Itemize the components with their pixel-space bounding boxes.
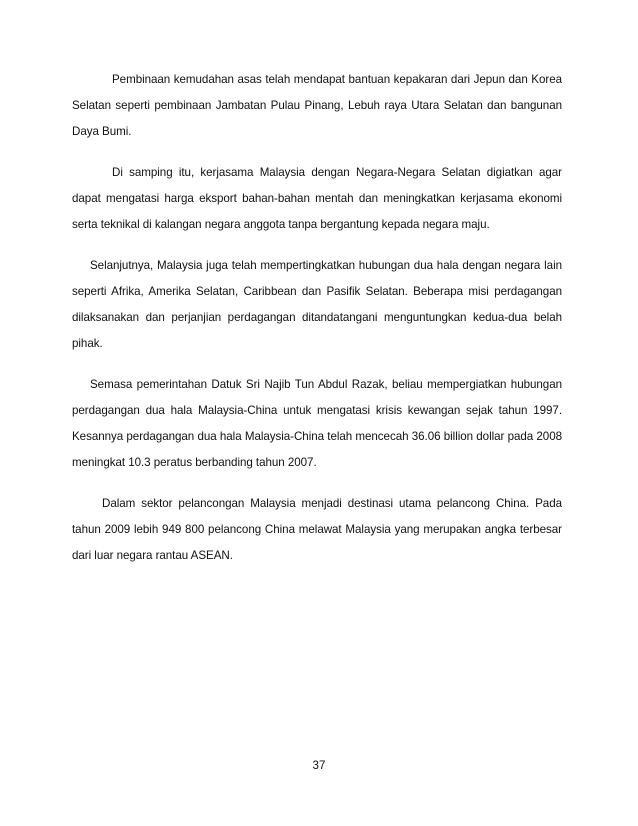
paragraph-tourism: Dalam sektor pelancongan Malaysia menjadi destinasi utama pelancong China. Pada tahun 2009 lebih 949 800 pelancong China melawat Malaysia yang merupakan angka terbesar dari luar negara rantau ASEAN.	[72, 497, 562, 562]
paragraph-infrastructure: Pembinaan kemudahan asas telah mendapat bantuan kepakaran dari Jepun dan Korea Selatan seperti pembinaan Jambatan Pulau Pinang, Lebuh raya Utara Selatan dan bangunan Daya Bumi.	[72, 73, 562, 138]
paragraph-malaysia-china-trade: Semasa pemerintahan Datuk Sri Najib Tun Abdul Razak, beliau mempergiatkan hubungan perdagangan dua hala Malaysia-China untuk mengatasi krisis kewangan sejak tahun 1997. Kesannya perdagangan dua hala Malaysia-China telah mencecah 36.06 billion dollar pada 2008 meningkat 10.3 peratus berbanding tahun 2007.	[72, 378, 562, 469]
paragraph-bilateral-relations: Selanjutnya, Malaysia juga telah mempertingkatkan hubungan dua hala dengan negara lain seperti Afrika, Amerika Selatan, Caribbean dan Pasifik Selatan. Beberapa misi perdagangan dilaksanakan dan perjanjian perdagangan ditandatangani menguntungkan kedua-dua belah pihak.	[72, 259, 562, 350]
body-text	[72, 67, 562, 584]
page-number: 37	[312, 759, 326, 772]
paragraph-south-south-cooperation: Di samping itu, kerjasama Malaysia dengan Negara-Negara Selatan digiatkan agar dapat mengatasi harga eksport bahan-bahan mentah dan meningkatkan kerjasama ekonomi serta teknikal di kalangan negara anggota tanpa bergantung kepada negara maju.	[72, 166, 562, 231]
